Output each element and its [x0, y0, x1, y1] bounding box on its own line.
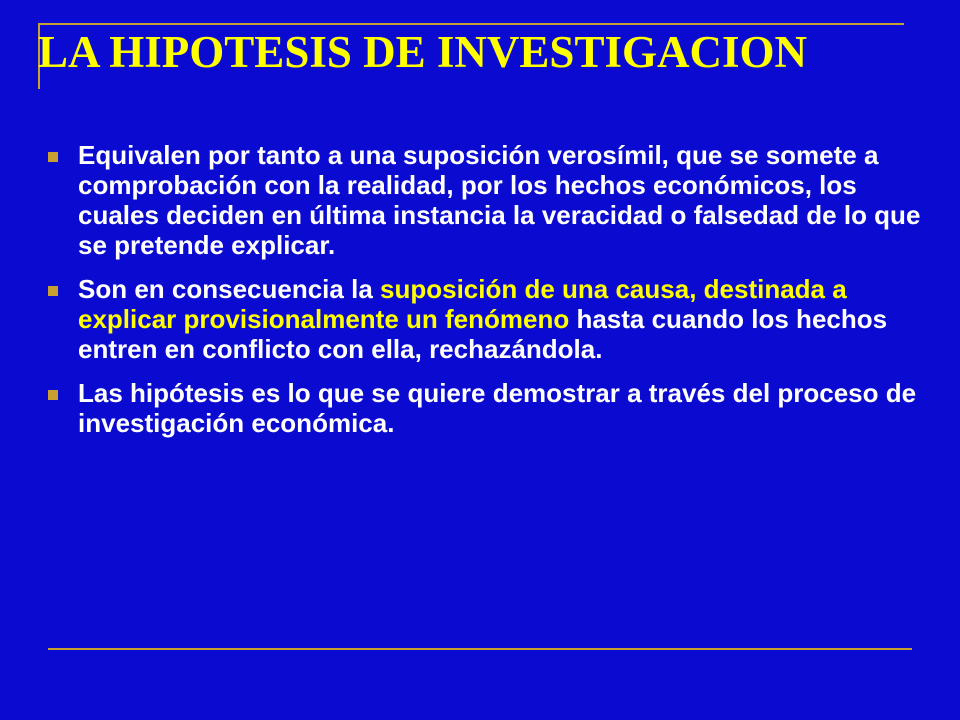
- bullet-text-before: Son en consecuencia la: [78, 274, 380, 304]
- bullet-text: Las hipótesis es lo que se quiere demostrar a través del proceso de investigación económica.: [78, 378, 917, 438]
- square-bullet-icon: [48, 152, 58, 162]
- bottom-rule: [48, 648, 912, 650]
- square-bullet-icon: [48, 390, 58, 400]
- slide-title: LA HIPOTESIS DE INVESTIGACION: [38, 27, 807, 77]
- bullet-highlight: suposición de una causa, destinada a explicar provisionalmente un fenómeno: [78, 274, 847, 334]
- bullet-text-after: hasta cuando los hechos entren en conflicto con ella, rechazándola.: [78, 304, 888, 364]
- square-bullet-icon: [48, 286, 58, 296]
- bullet-item-2: [46, 274, 926, 364]
- bullet-text: Equivalen por tanto a una suposición verosímil, que se somete a comprobación con la realidad, por los hechos económicos, los cuales deciden en última instancia la veracidad o falsedad de lo que se pretende explicar.: [78, 140, 921, 260]
- bullet-item-1: [46, 140, 926, 260]
- bullet-list: [46, 140, 926, 452]
- bullet-item-3: [46, 378, 926, 438]
- title-top-rule: [38, 23, 904, 25]
